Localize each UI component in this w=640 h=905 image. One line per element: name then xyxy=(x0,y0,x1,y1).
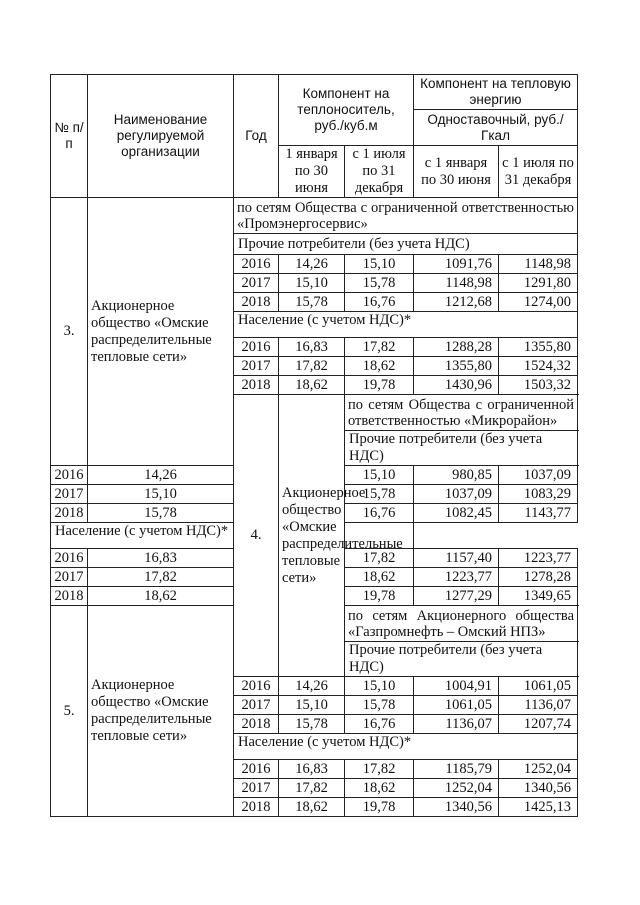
heat-h1-cell: 1157,40 xyxy=(414,549,499,568)
heat-h1-cell: 1061,05 xyxy=(414,696,499,715)
row-number: 4. xyxy=(234,395,279,677)
heat-h1-cell: 1288,28 xyxy=(414,338,499,357)
coolant-h1-cell: 15,10 xyxy=(88,485,234,504)
consumer-group-label: Население (с учетом НДС)* xyxy=(51,523,414,549)
coolant-h2-cell: 16,76 xyxy=(345,504,414,523)
heat-h1-cell: 1185,79 xyxy=(414,760,499,779)
consumer-group-label: Прочие потребители (без учета НДС) xyxy=(234,234,578,255)
year-cell: 2018 xyxy=(234,293,279,312)
coolant-h1-cell: 16,83 xyxy=(279,760,345,779)
heat-h1-cell: 1340,56 xyxy=(414,798,499,817)
coolant-h1-cell: 14,26 xyxy=(88,466,234,485)
year-cell: 2017 xyxy=(234,274,279,293)
coolant-h2-cell: 15,10 xyxy=(345,466,414,485)
year-cell: 2017 xyxy=(234,779,279,798)
coolant-h1-cell: 15,78 xyxy=(279,715,345,734)
consumer-group-label: Прочие потребители (без учета НДС) xyxy=(345,642,578,677)
heat-h1-cell: 1355,80 xyxy=(414,357,499,376)
header-period-3: с 1 января по 30 июня xyxy=(414,146,499,198)
organization-name: Акционерное общество «Омские распределительные тепловые сети» xyxy=(88,198,234,466)
heat-h2-cell: 1425,13 xyxy=(499,798,578,817)
heat-h2-cell: 1274,00 xyxy=(499,293,578,312)
year-cell: 2017 xyxy=(234,357,279,376)
header-year: Год xyxy=(234,75,279,198)
year-cell: 2016 xyxy=(234,677,279,696)
coolant-h1-cell: 15,10 xyxy=(279,696,345,715)
network-row xyxy=(51,198,578,234)
heat-h2-cell: 1355,80 xyxy=(499,338,578,357)
coolant-h1-cell: 17,82 xyxy=(88,568,234,587)
heat-h1-cell: 1082,45 xyxy=(414,504,499,523)
year-cell: 2016 xyxy=(234,760,279,779)
coolant-h1-cell: 18,62 xyxy=(279,798,345,817)
heat-h1-cell: 980,85 xyxy=(414,466,499,485)
tariff-table xyxy=(50,74,578,817)
coolant-h1-cell: 16,83 xyxy=(279,338,345,357)
coolant-h2-cell: 18,62 xyxy=(345,568,414,587)
row-number: 5. xyxy=(51,606,88,817)
coolant-h2-cell: 17,82 xyxy=(345,338,414,357)
year-cell: 2016 xyxy=(234,338,279,357)
coolant-h2-cell: 19,78 xyxy=(345,798,414,817)
organization-name: Акционерное общество «Омские распределительные тепловые сети» xyxy=(279,395,345,677)
coolant-h1-cell: 17,82 xyxy=(279,357,345,376)
header-single-rate: Одноставочный, руб./Гкал xyxy=(414,110,578,146)
coolant-h2-cell: 16,76 xyxy=(345,293,414,312)
coolant-h2-cell: 19,78 xyxy=(345,376,414,395)
heat-h1-cell: 1430,96 xyxy=(414,376,499,395)
coolant-h2-cell: 15,78 xyxy=(345,274,414,293)
network-description: по сетям Общества с ограниченной ответственностью «Микрорайон» xyxy=(345,395,578,431)
heat-h1-cell: 1277,29 xyxy=(414,587,499,606)
heat-h2-cell: 1340,56 xyxy=(499,779,578,798)
coolant-h2-cell: 16,76 xyxy=(345,715,414,734)
header-coolant: Компонент на теплоноситель, руб./куб.м xyxy=(279,75,414,146)
year-cell: 2018 xyxy=(51,587,88,606)
heat-h2-cell: 1223,77 xyxy=(499,549,578,568)
heat-h2-cell: 1278,28 xyxy=(499,568,578,587)
coolant-h1-cell: 14,26 xyxy=(279,677,345,696)
consumer-group-label: Население (с учетом НДС)* xyxy=(234,734,578,760)
coolant-h2-cell: 17,82 xyxy=(345,760,414,779)
coolant-h1-cell: 15,78 xyxy=(88,504,234,523)
coolant-h2-cell: 15,10 xyxy=(345,255,414,274)
coolant-h2-cell: 19,78 xyxy=(345,587,414,606)
coolant-h1-cell: 14,26 xyxy=(279,255,345,274)
row-number: 3. xyxy=(51,198,88,466)
header-period-4: с 1 июля по 31 декабря xyxy=(499,146,578,198)
consumer-group-label: Население (с учетом НДС)* xyxy=(234,312,578,338)
year-cell: 2017 xyxy=(51,485,88,504)
year-cell: 2016 xyxy=(234,255,279,274)
coolant-h1-cell: 15,10 xyxy=(279,274,345,293)
heat-h2-cell: 1503,32 xyxy=(499,376,578,395)
heat-h2-cell: 1252,04 xyxy=(499,760,578,779)
heat-h2-cell: 1136,07 xyxy=(499,696,578,715)
header-heat: Компонент на тепловую энергию xyxy=(414,75,578,110)
heat-h2-cell: 1291,80 xyxy=(499,274,578,293)
header-period-1: 1 января по 30 июня xyxy=(279,146,345,198)
coolant-h1-cell: 16,83 xyxy=(88,549,234,568)
header-period-2: с 1 июля по 31 декабря xyxy=(345,146,414,198)
network-description: по сетям Общества с ограниченной ответственностью «Промэнергосервис» xyxy=(234,198,578,234)
heat-h1-cell: 1136,07 xyxy=(414,715,499,734)
heat-h1-cell: 1148,98 xyxy=(414,274,499,293)
heat-h2-cell: 1061,05 xyxy=(499,677,578,696)
coolant-h2-cell: 18,62 xyxy=(345,779,414,798)
year-cell: 2017 xyxy=(234,696,279,715)
coolant-h2-cell: 17,82 xyxy=(345,549,414,568)
header-num: № п/п xyxy=(51,75,88,198)
heat-h2-cell: 1349,65 xyxy=(499,587,578,606)
consumer-group-label: Прочие потребители (без учета НДС) xyxy=(345,431,578,466)
heat-h2-cell: 1524,32 xyxy=(499,357,578,376)
year-cell: 2017 xyxy=(51,568,88,587)
heat-h1-cell: 1037,09 xyxy=(414,485,499,504)
coolant-h1-cell: 17,82 xyxy=(279,779,345,798)
heat-h2-cell: 1083,29 xyxy=(499,485,578,504)
coolant-h2-cell: 18,62 xyxy=(345,357,414,376)
heat-h1-cell: 1212,68 xyxy=(414,293,499,312)
coolant-h2-cell: 15,78 xyxy=(345,696,414,715)
heat-h1-cell: 1252,04 xyxy=(414,779,499,798)
organization-name: Акционерное общество «Омские распределительные тепловые сети» xyxy=(88,606,234,817)
year-cell: 2018 xyxy=(234,715,279,734)
coolant-h2-cell: 15,78 xyxy=(345,485,414,504)
year-cell: 2018 xyxy=(234,376,279,395)
year-cell: 2016 xyxy=(51,549,88,568)
coolant-h2-cell: 15,10 xyxy=(345,677,414,696)
year-cell: 2018 xyxy=(51,504,88,523)
coolant-h1-cell: 18,62 xyxy=(88,587,234,606)
heat-h2-cell: 1148,98 xyxy=(499,255,578,274)
network-description: по сетям Акционерного общества «Газпромнефть – Омский НПЗ» xyxy=(345,606,578,642)
heat-h2-cell: 1037,09 xyxy=(499,466,578,485)
heat-h2-cell: 1207,74 xyxy=(499,715,578,734)
heat-h1-cell: 1004,91 xyxy=(414,677,499,696)
heat-h1-cell: 1091,76 xyxy=(414,255,499,274)
heat-h2-cell: 1143,77 xyxy=(499,504,578,523)
header-org: Наименование регулируемой организации xyxy=(88,75,234,198)
year-cell: 2018 xyxy=(234,798,279,817)
heat-h1-cell: 1223,77 xyxy=(414,568,499,587)
coolant-h1-cell: 15,78 xyxy=(279,293,345,312)
year-cell: 2016 xyxy=(51,466,88,485)
coolant-h1-cell: 18,62 xyxy=(279,376,345,395)
